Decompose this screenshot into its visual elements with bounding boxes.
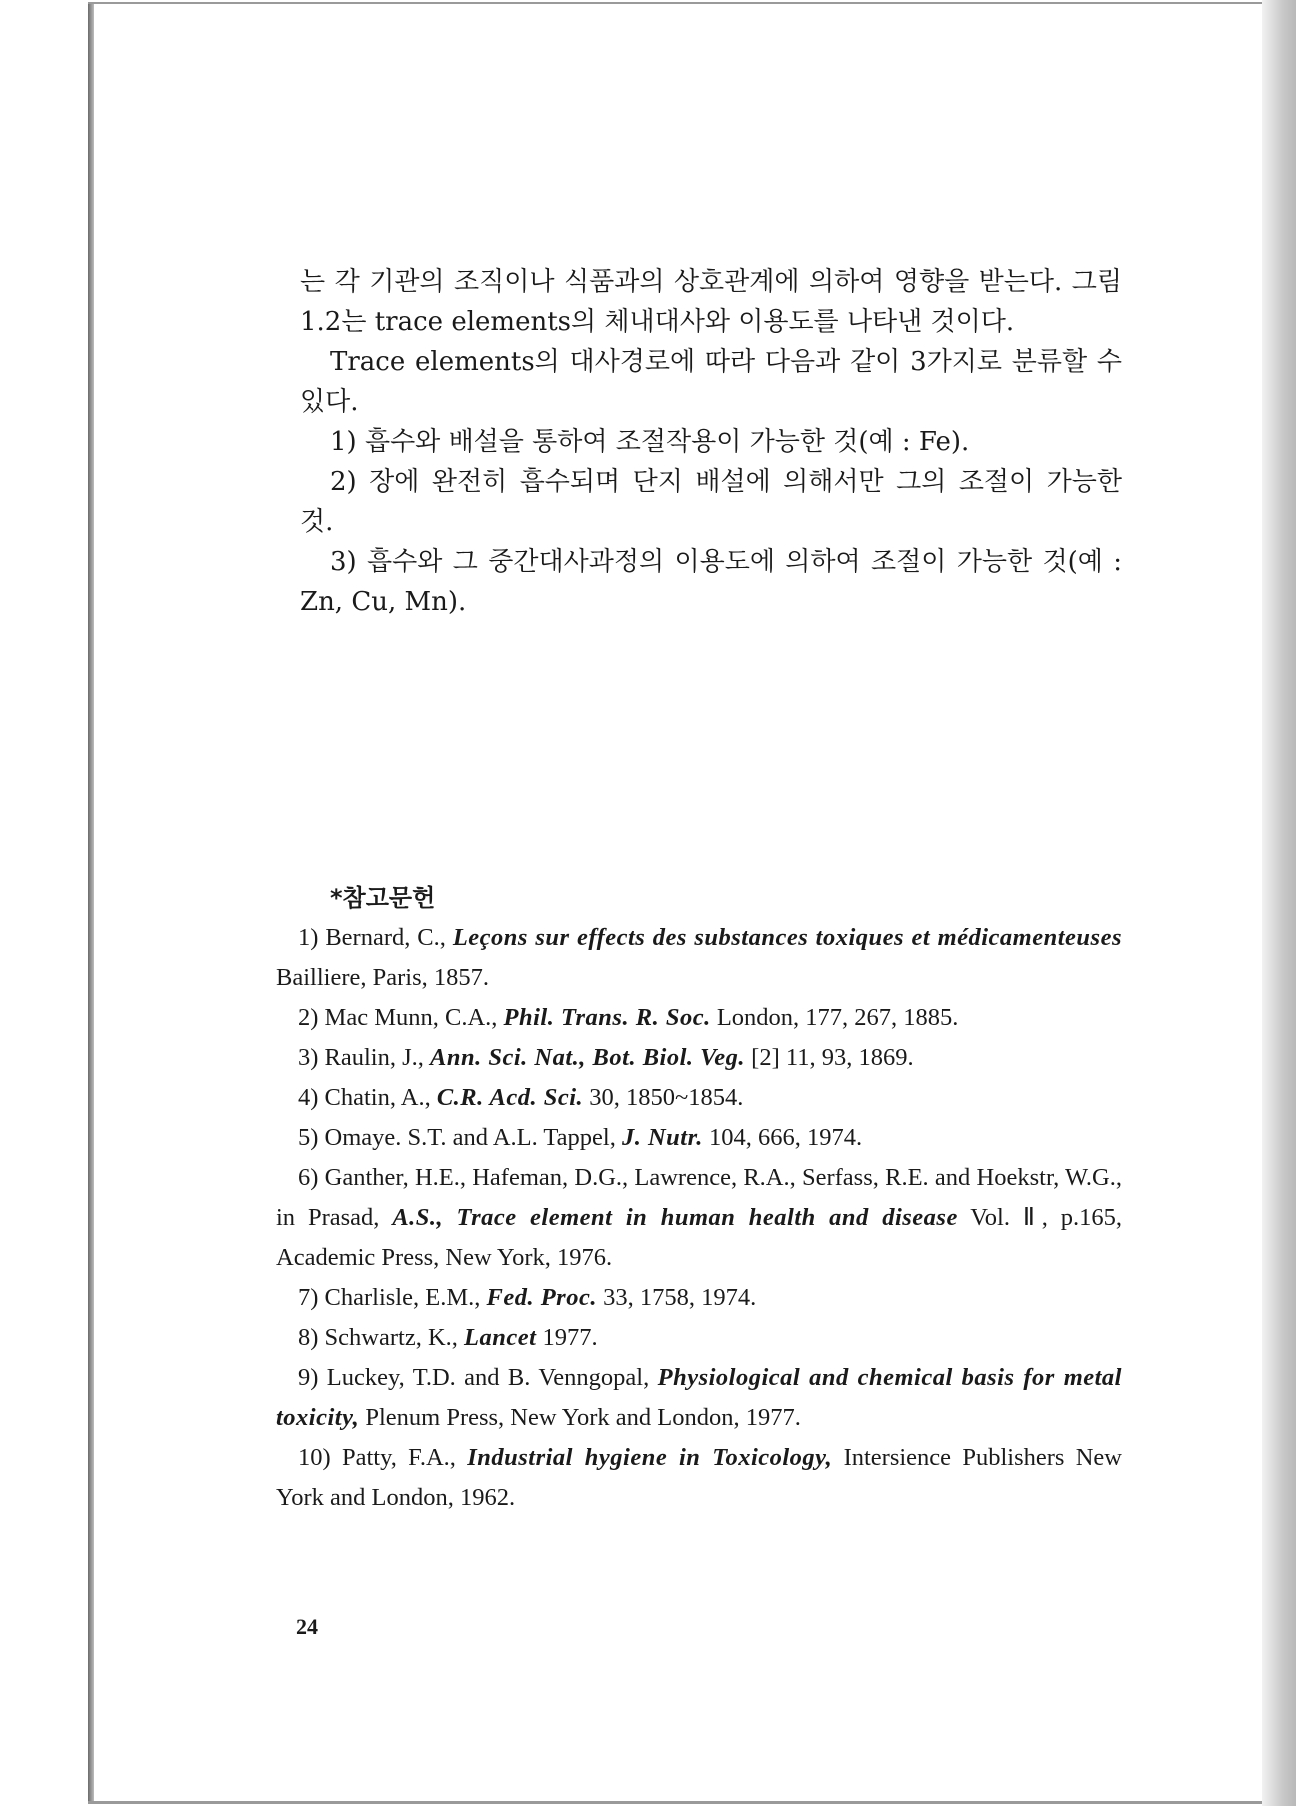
references-list <box>276 918 1122 1518</box>
reference-item: 7) Charlisle, E.M., Fed. Proc. 33, 1758, 1974. <box>298 1284 757 1311</box>
page-bottom-edge <box>88 1801 1268 1804</box>
body-text <box>300 262 1122 622</box>
paragraph-1: 는 각 기관의 조직이나 식품과의 상호관계에 의하여 영향을 받는다. 그림 1.2는 trace elements의 체내대사와 이용도를 나타낸 것이다. <box>300 267 1122 337</box>
list-item-2: 2) 장에 완전히 흡수되며 단지 배설에 의해서만 그의 조절이 가능한 것. <box>300 467 1122 537</box>
reference-item: 9) Luckey, T.D. and B. Venngopal, Physiological and chemical basis for metal toxicity, Plenum Press, New York and London, 1977. <box>276 1364 1122 1431</box>
reference-item: 6) Ganther, H.E., Hafeman, D.G., Lawrence, R.A., Serfass, R.E. and Hoekstr, W.G., in Prasad, A.S., Trace element in human health and disease Vol. Ⅱ, p.165, Academic Press, New York, 1976. <box>276 1164 1122 1271</box>
references-heading: *참고문헌 <box>330 884 436 912</box>
reference-item: 8) Schwartz, K., Lancet 1977. <box>298 1324 598 1351</box>
paragraph-2: Trace elements의 대사경로에 따라 다음과 같이 3가지로 분류할 수 있다. <box>300 347 1122 417</box>
page-number: 24 <box>296 1614 318 1639</box>
reference-item: 2) Mac Munn, C.A., Phil. Trans. R. Soc. London, 177, 267, 1885. <box>298 1004 959 1031</box>
reference-item: 4) Chatin, A., C.R. Acd. Sci. 30, 1850~1854. <box>298 1084 744 1111</box>
page-right-shadow <box>1262 0 1296 1806</box>
reference-item: 10) Patty, F.A., Industrial hygiene in Toxicology, Intersience Publishers New York and London, 1962. <box>276 1444 1122 1511</box>
list-item-1: 1) 흡수와 배설을 통하여 조절작용이 가능한 것(예 : Fe). <box>330 427 970 457</box>
reference-item: 5) Omaye. S.T. and A.L. Tappel, J. Nutr. 104, 666, 1974. <box>298 1124 863 1151</box>
reference-item: 1) Bernard, C., Leçons sur effects des substances toxiques et médicamenteuses Bailliere, Paris, 1857. <box>276 924 1122 991</box>
reference-item: 3) Raulin, J., Ann. Sci. Nat., Bot. Biol. Veg. [2] 11, 93, 1869. <box>298 1044 914 1071</box>
list-item-3: 3) 흡수와 그 중간대사과정의 이용도에 의하여 조절이 가능한 것(예 : Zn, Cu, Mn). <box>300 547 1122 617</box>
